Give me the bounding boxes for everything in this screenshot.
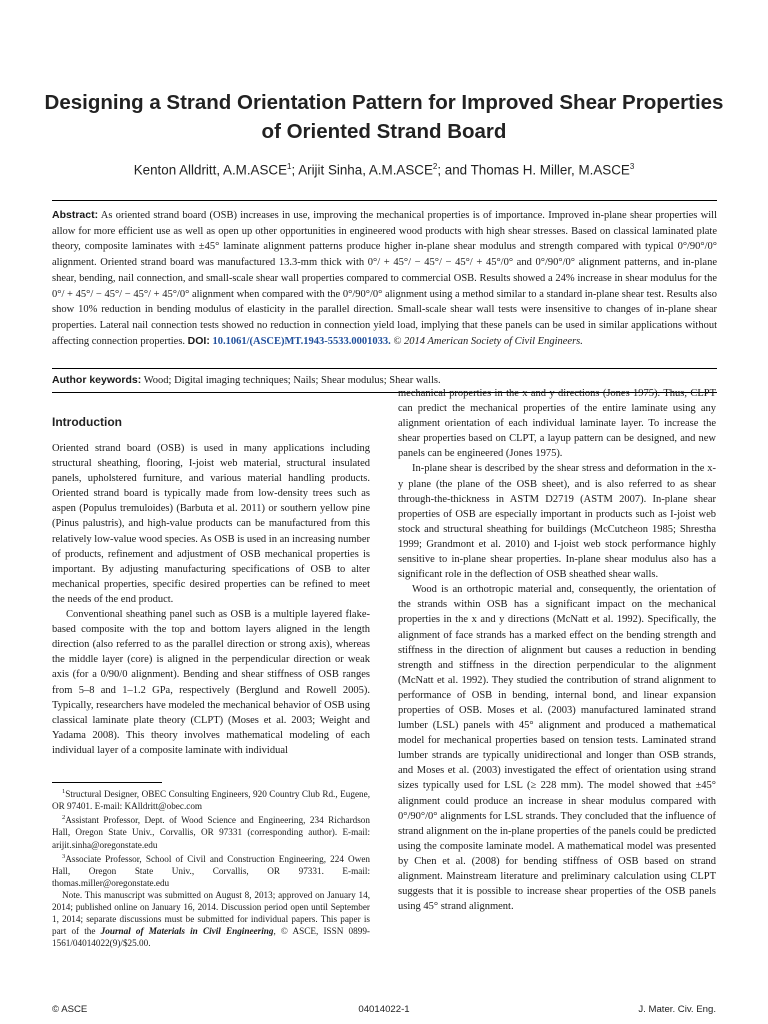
body-paragraph: Oriented strand board (OSB) is used in many applications including structural sheathing, flooring, I-joist web material, structural insulated panels, upholstered furniture, and various material handling products. Oriented strand board is typically made from low-density trees such as aspen (Populus tremuloides) (Barbuta et al. 2011) or southern yellow pine (Pinus palustris), and high-value products can be manufactured from this relatively low-value wood species. As OSB is used in an increasing number of products, refinement and adjustment of OSB mechanical properties is important. By adjusting manufacturing specifications of OSB to alter mechanical properties, specific desired properties can be refined to meet the needs of the end product. xyxy=(52,443,370,605)
keywords-text: Wood; Digital imaging techniques; Nails; Shear modulus; Shear walls. xyxy=(141,375,441,386)
abstract-top-rule xyxy=(52,200,717,201)
body-paragraph: mechanical properties in the x and y directions (Jones 1975). Thus, CLPT can predict the mechanical properties of the entire laminate using any alignment orientation of each individual laminate layer. To increase the shear properties based on CLPT, a layup pattern can be designed, and new panels can be engineered (Jones 1975). xyxy=(398,388,716,460)
doi-link[interactable]: 10.1061/(ASCE)MT.1943-5533.0001033. xyxy=(212,335,391,347)
footnote-marker: 3 xyxy=(62,852,66,860)
journal-name: Journal of Materials in Civil Engineering xyxy=(100,926,274,937)
footnote-marker: 2 xyxy=(62,814,66,822)
footnote-item xyxy=(52,851,370,889)
author-separator: ; and xyxy=(437,162,471,178)
footnote-item xyxy=(52,786,370,812)
footnote-text: Assistant Professor, Dept. of Wood Science and Engineering, 234 Richardson Hall, Oregon State Univ., Corvallis, OR 97331 (corresponding author). E-mail: arijit.sinha@oregonstate.edu xyxy=(52,815,370,850)
footer-journal-abbrev: J. Mater. Civ. Eng. xyxy=(638,1004,716,1015)
body-paragraph: Wood is an orthotropic material and, consequently, the orientation of the strands within OSB has a significant impact on the mechanical properties in the x and y directions (McNatt et al. 1992). Specifically, the alignment of face strands has a marked effect on the bending strength and stiffness in the direction of alignment but causes a reduction in bending strength and stiffness in the direction perpendicular to the alignment (McNatt et al. 1992). They studied the contribution of strand alignment to performance of OSB in bending, internal bond, and linear expansion properties of OSB. Moses et al. (2003) manufactured laminated strand lumber (LSL) panels with 45° alignment and produced a mathematical model for mechanical properties based on tension tests. Laminated strand lumber strands are typically unidirectional and longer than OSB strands, and Moses et al. (2003) investigated the effect of orientation using strand sizes typically used for LSL (≥ 228 mm). The model showed that ±45° alignment could produce an increase in shear modulus compared with 0°/90°/0° alignments for LSL strands. They concluded that the influence of strand alignment on the in-plane properties of the panels could be predicted using the composite laminate model. A mathematical model was presented by Chen et al. (2008) for bending stiffness of OSB based on strand alignment. Mainstream literature and preliminary calculation using CLPT suggests that it is possible to increase shear properties of the OSB panels using 45° strand alignment. xyxy=(398,584,716,913)
note-tail: , © ASCE, ISSN 0899-1561/04014022(9)/$25.00. xyxy=(52,926,370,949)
note-text: Note. This manuscript was submitted on August 8, 2013; approved on January 14, 2014; published online on January 16, 2014. Discussion period open until September 1, 2014; separate discussions must be submitted for individual papers. This paper is part of the xyxy=(52,889,370,937)
footnote-item xyxy=(52,812,370,850)
author-affiliation-marker: 3 xyxy=(629,162,635,171)
abstract-label: Abstract: xyxy=(52,209,99,221)
abstract xyxy=(52,208,717,349)
keywords-top-rule xyxy=(52,368,717,369)
abstract-text: As oriented strand board (OSB) increases in use, improving the mechanical properties is of importance. Improved in-plane shear properties will allow for more efficient use as well as open up other opportunities in engineered wood products with high shear stresses. Based on classical laminated plate theory, composite laminates with ±45° laminate alignment patterns produce higher in-plane shear modulus and strength compared with typical 0°/90°/0° alignment. Oriented strand board was manufactured 13.3-mm thick with 0°/ + 45°/ − 45°/ − 45°/ + 45°/0° and 0°/90°/0° alignment patterns, and in-plane shear, bending, nail connection, and small-scale shear wall properties compared to commercial OSB. Results showed a 24% increase in shear modulus for the 0°/ + 45°/ − 45°/ − 45°/ + 45°/0° alignment when compared with the 0°/90°/0° alignment using a method similar to a standard in-plane shear test. Results also show 10% reduction in bending modulus of elasticity in the parallel direction. Small-scale shear wall tests were insensitive to changes of in-plane shear properties. Lateral nail connection tests showed no reduction in connection yield load, implying that these panels can be used in similar applications without affecting connection properties. xyxy=(52,210,717,347)
footnotes xyxy=(52,786,370,949)
author-name: Kenton Alldritt, A.M.ASCE xyxy=(133,162,288,178)
footnote-text: Structural Designer, OBEC Consulting Engineers, 920 Country Club Rd., Eugene, OR 97401. E-mail: KAlldritt@obec.com xyxy=(52,789,370,812)
footnote-marker: 1 xyxy=(62,788,66,795)
right-column xyxy=(398,386,716,914)
footnote-rule xyxy=(52,782,162,783)
section-heading-introduction: Introduction xyxy=(52,415,122,429)
author-name: Arijit Sinha, A.M.ASCE xyxy=(298,162,433,178)
body-paragraph: Conventional sheathing panel such as OSB is a multiple layered flake-based composite with the top and bottom layers aligned in the length direction (also referred to as the parallel direction or strong axis), whereas the middle layer (core) is aligned in the perpendicular direction or weak axis (for a 0/90/0 alignment). Bending and shear stiffness of OSB ranges from 5–8 and 1–1.2 GPa, respectively (Berglund and Rowell 2005). Typically, researchers have modeled the mechanical behavior of OSB using classical laminate plate theory (CLPT) (Moses et al. 2003; Weight and Yadama 2008). This theory involves mathematical modeling of each individual layer of a composite laminate with individual xyxy=(52,609,370,756)
author-list xyxy=(40,158,728,179)
copyright-notice: © 2014 American Society of Civil Engineers. xyxy=(393,335,583,347)
body-paragraph: In-plane shear is described by the shear stress and deformation in the x-y plane (the plane of the OSB sheet), and is also referred to as shear through-the-thickness in ASTM D2719 (ASTM 2007). In-plane shear properties of OSB are especially important in products such as I-joist web stock and structural sheathing for buildings (McCutcheon 1985; Shrestha 1999; Grandmont et al. 2010) and I-joist web stock performance highly sensitive to in-plane shear properties. In-plane shear modulus also has a significant role in the deflection of OSB sheathed shear walls. xyxy=(398,463,716,581)
author-separator: ; xyxy=(291,162,299,178)
footnote-text: Associate Professor, School of Civil and Construction Engineering, 224 Owen Hall, Oregon State Univ., Corvallis, OR 97331. E-mail: thomas.miller@oregonstate.edu xyxy=(52,853,370,888)
author-name: Thomas H. Miller, M.ASCE xyxy=(470,162,630,178)
footer-article-number: 04014022-1 xyxy=(358,1004,410,1015)
submission-note xyxy=(52,889,370,949)
doi-label: DOI: xyxy=(187,334,210,347)
footer-publisher: © ASCE xyxy=(52,1004,88,1015)
author-affiliation-marker: 2 xyxy=(432,162,438,171)
author-affiliation-marker: 1 xyxy=(287,162,292,171)
paper-title: Designing a Strand Orientation Pattern for Improved Shear Properties of Oriented Strand Board xyxy=(44,91,724,143)
keywords-label: Author keywords: xyxy=(52,374,142,386)
left-column xyxy=(52,414,370,758)
